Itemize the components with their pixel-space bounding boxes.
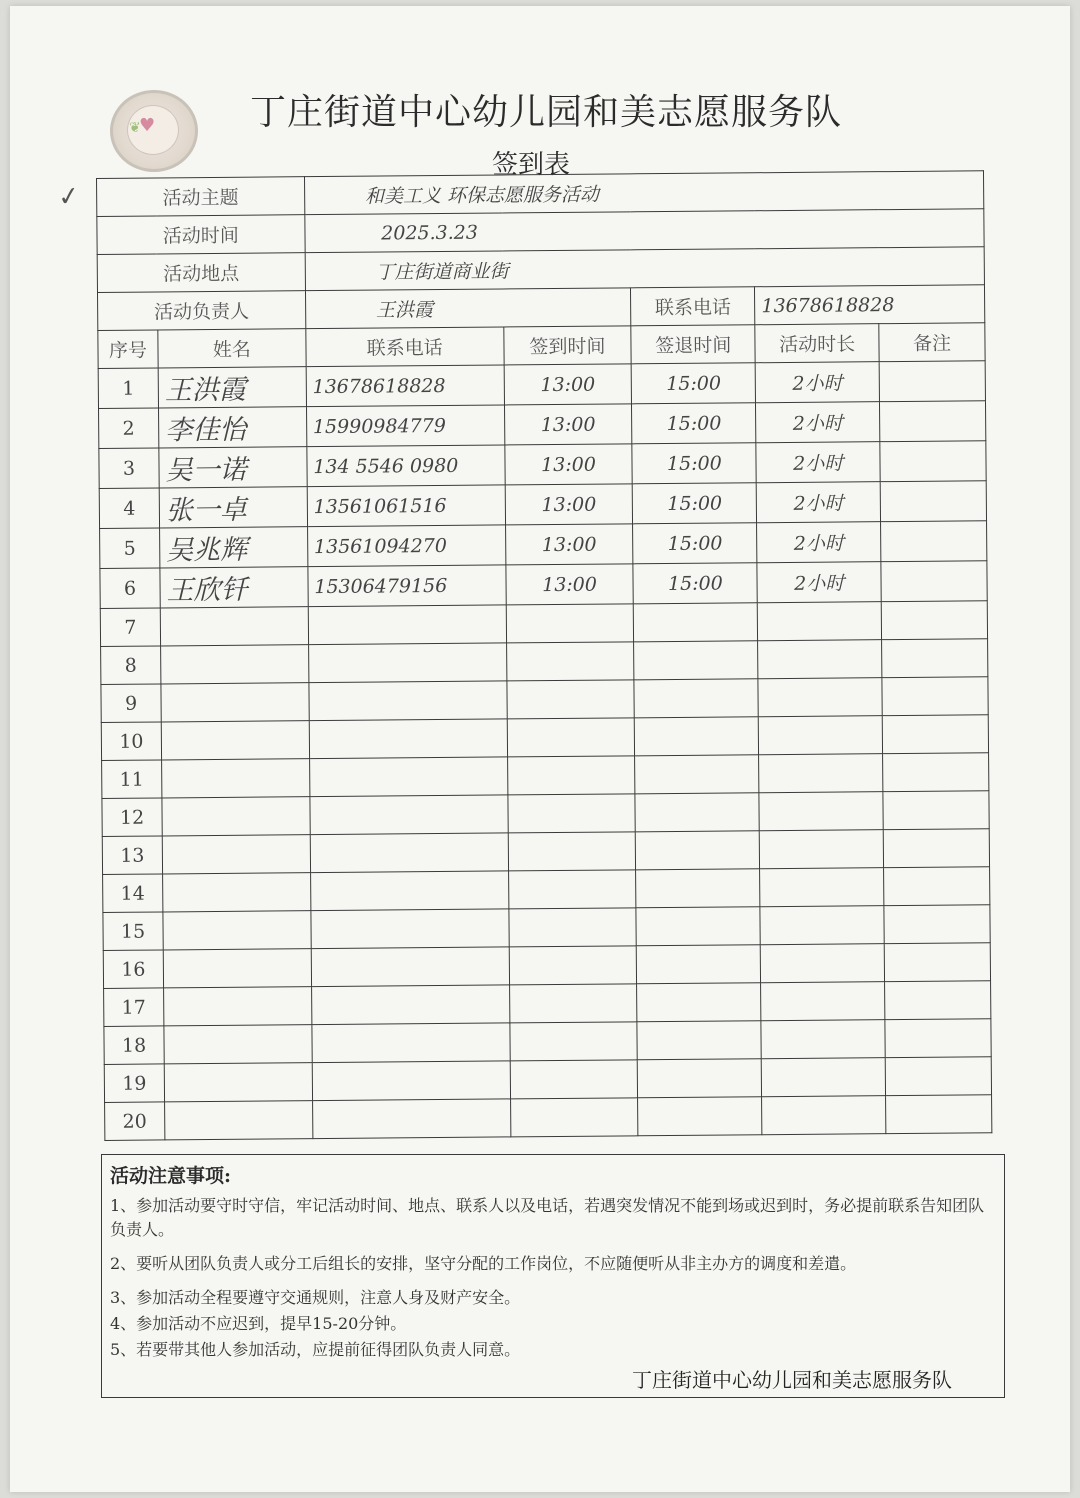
cell-out (634, 679, 758, 718)
cell-in (506, 680, 634, 719)
cell-out (635, 717, 759, 756)
cell-name: 王洪霞 (158, 367, 306, 408)
cell-phone: 15990984779 (306, 405, 504, 447)
cell-in (509, 946, 637, 985)
cell-note (884, 905, 990, 944)
kindergarten-seal-icon: ❦ ♥ (110, 90, 198, 172)
cell-dur (758, 640, 882, 679)
cell-in (508, 870, 636, 909)
cell-no: 10 (101, 722, 161, 761)
cell-phone (308, 643, 506, 683)
cell-in (506, 642, 634, 681)
cell-in: 13:00 (505, 524, 633, 565)
cell-no: 18 (104, 1026, 164, 1065)
phone-label: 联系电话 (631, 287, 755, 326)
cell-in (507, 718, 635, 757)
cell-no: 7 (100, 608, 160, 647)
cell-in (509, 1022, 637, 1061)
cell-no: 8 (101, 646, 161, 685)
note-item-4: 4、参加活动不应迟到，提早15-20分钟。 (110, 1314, 407, 1333)
cell-no: 6 (100, 568, 160, 609)
cell-dur (761, 1020, 885, 1059)
cell-dur (761, 982, 885, 1021)
cell-dur: 2小时 (756, 482, 880, 523)
cell-phone: 13561094270 (307, 525, 505, 567)
header-duration: 活动时长 (755, 324, 879, 363)
note-item-1: 1、参加活动要守时守信，牢记活动时间、地点、联系人以及电话，若遇突发情况不能到场或迟到时，务必提前联系告知团队负责人。 (110, 1196, 985, 1239)
cell-in: 13:00 (504, 404, 632, 445)
cell-phone (309, 681, 507, 721)
cell-note (883, 791, 989, 830)
cell-phone: 134 5546 0980 (307, 445, 505, 487)
notes-section (101, 1154, 1005, 1398)
cell-note (881, 601, 987, 640)
cell-in (507, 756, 635, 795)
cell-phone (310, 833, 508, 873)
header-sign-out: 签退时间 (631, 325, 755, 364)
cell-in (506, 604, 634, 643)
cell-dur (759, 716, 883, 755)
note-item-2: 2、要听从团队负责人或分工后组长的安排，坚守分配的工作岗位，不应随便听从非主办方的调度和差遣。 (110, 1254, 857, 1273)
org-signature: 丁庄街道中心幼儿园和美志愿服务队 (632, 1368, 952, 1392)
note-item-3: 3、参加活动全程要遵守交通规则，注意人身及财产安全。 (110, 1288, 521, 1307)
cell-name (161, 645, 309, 684)
cell-dur: 2小时 (757, 562, 881, 603)
cell-in (510, 1060, 638, 1099)
cell-name (164, 1025, 312, 1064)
cell-out (635, 755, 759, 794)
header-phone: 联系电话 (306, 327, 504, 367)
cell-out (635, 793, 759, 832)
check-mark-icon: ✓ (56, 180, 82, 214)
cell-out (637, 945, 761, 984)
cell-name (162, 797, 310, 836)
time-label: 活动时间 (97, 215, 305, 255)
cell-note (884, 943, 990, 982)
cell-phone (310, 795, 508, 835)
cell-dur (761, 1058, 885, 1097)
cell-phone: 13561061516 (307, 485, 505, 527)
cell-phone (311, 947, 509, 987)
cell-out (636, 869, 760, 908)
cell-no: 16 (103, 950, 163, 989)
cell-phone (309, 719, 507, 759)
cell-in (508, 908, 636, 947)
cell-no: 5 (100, 528, 160, 569)
cell-out (638, 1059, 762, 1098)
cell-note (886, 1095, 992, 1134)
notes-heading: 活动注意事项: (110, 1165, 232, 1187)
cell-name (163, 911, 311, 950)
cell-note (880, 401, 986, 442)
cell-note (881, 561, 987, 602)
cell-no: 17 (104, 988, 164, 1027)
cell-dur (760, 868, 884, 907)
cell-in (507, 794, 635, 833)
leader-label: 活动负责人 (97, 291, 305, 331)
cell-note (885, 981, 991, 1020)
header-name: 姓名 (158, 329, 306, 368)
cell-note (883, 829, 989, 868)
cell-note (883, 753, 989, 792)
cell-dur: 2小时 (755, 362, 879, 403)
cell-dur: 2小时 (756, 402, 880, 443)
phone-value: 13678618828 (755, 285, 985, 325)
cell-in (510, 1098, 638, 1137)
cell-name: 李佳怡 (158, 407, 306, 448)
cell-no: 2 (99, 408, 159, 449)
cell-in: 13:00 (505, 564, 633, 605)
cell-phone (312, 1099, 510, 1139)
cell-name (162, 835, 310, 874)
cell-note (885, 1057, 991, 1096)
cell-no: 12 (102, 798, 162, 837)
cell-name: 张一卓 (159, 487, 307, 528)
cell-no: 4 (99, 488, 159, 529)
cell-note (882, 677, 988, 716)
cell-no: 20 (105, 1102, 165, 1141)
note-item-5: 5、若要带其他人参加活动，应提前征得团队负责人同意。 (110, 1340, 521, 1359)
theme-value: 和美工义 环保志愿服务活动 (304, 171, 984, 215)
cell-in (508, 832, 636, 871)
cell-name: 吴一诺 (159, 447, 307, 488)
cell-name (161, 721, 309, 760)
cell-no: 1 (98, 368, 158, 409)
cell-no: 9 (101, 684, 161, 723)
cell-name (162, 759, 310, 798)
cell-no: 3 (99, 448, 159, 489)
cell-out (638, 1097, 762, 1136)
cell-phone: 13678618828 (306, 365, 504, 407)
cell-out (637, 1021, 761, 1060)
cell-no: 11 (102, 760, 162, 799)
cell-phone (312, 1061, 510, 1101)
cell-dur: 2小时 (757, 522, 881, 563)
cell-phone (312, 1023, 510, 1063)
cell-out (636, 831, 760, 870)
cell-out (637, 983, 761, 1022)
cell-name (165, 1101, 313, 1140)
theme-label: 活动主题 (97, 177, 305, 217)
table-row (105, 1095, 992, 1141)
cell-name (161, 683, 309, 722)
cell-no: 13 (102, 836, 162, 875)
cell-note (881, 521, 987, 562)
cell-note (879, 361, 985, 402)
cell-out (634, 641, 758, 680)
org-title: 丁庄街道中心幼儿园和美志愿服务队 (250, 92, 843, 133)
cell-out: 15:00 (632, 403, 756, 444)
place-label: 活动地点 (97, 253, 305, 293)
cell-dur (760, 944, 884, 983)
time-value: 2025.3.23 (305, 209, 985, 253)
cell-name (160, 607, 308, 646)
cell-out: 15:00 (633, 523, 757, 564)
cell-no: 19 (104, 1064, 164, 1103)
cell-dur (760, 830, 884, 869)
cell-in: 13:00 (504, 444, 632, 485)
cell-phone: 15306479156 (308, 565, 506, 607)
cell-note (885, 1019, 991, 1058)
cell-note (882, 715, 988, 754)
cell-out (636, 907, 760, 946)
cell-note (882, 639, 988, 678)
cell-note (884, 867, 990, 906)
cell-dur (758, 602, 882, 641)
cell-phone (310, 871, 508, 911)
place-value: 丁庄街道商业街 (305, 247, 985, 291)
cell-name: 王欣钎 (160, 567, 308, 608)
header-sign-in: 签到时间 (503, 326, 631, 365)
cell-dur (762, 1096, 886, 1135)
sign-in-table (96, 170, 992, 1141)
cell-out: 15:00 (633, 483, 757, 524)
cell-note (880, 441, 986, 482)
header-remark: 备注 (879, 323, 985, 362)
cell-phone (308, 605, 506, 645)
leader-value: 王洪霞 (305, 288, 631, 329)
cell-name (164, 1063, 312, 1102)
cell-name (163, 949, 311, 988)
cell-in: 13:00 (504, 364, 632, 405)
cell-out (634, 603, 758, 642)
cell-no: 14 (103, 874, 163, 913)
cell-dur (760, 906, 884, 945)
header-no: 序号 (98, 330, 158, 369)
cell-out: 15:00 (632, 363, 756, 404)
sign-in-sheet-paper (10, 6, 1070, 1492)
cell-in (509, 984, 637, 1023)
sheet-title: 签到表 (492, 150, 571, 180)
cell-in: 13:00 (505, 484, 633, 525)
cell-note (880, 481, 986, 522)
cell-phone (309, 757, 507, 797)
cell-phone (311, 909, 509, 949)
cell-name (164, 987, 312, 1026)
cell-dur (759, 792, 883, 831)
cell-dur: 2小时 (756, 442, 880, 483)
cell-dur (759, 754, 883, 793)
cell-out: 15:00 (632, 443, 756, 484)
cell-phone (311, 985, 509, 1025)
cell-no: 15 (103, 912, 163, 951)
cell-name: 吴兆辉 (160, 527, 308, 568)
cell-dur (758, 678, 882, 717)
cell-name (163, 873, 311, 912)
cell-out: 15:00 (633, 563, 757, 604)
